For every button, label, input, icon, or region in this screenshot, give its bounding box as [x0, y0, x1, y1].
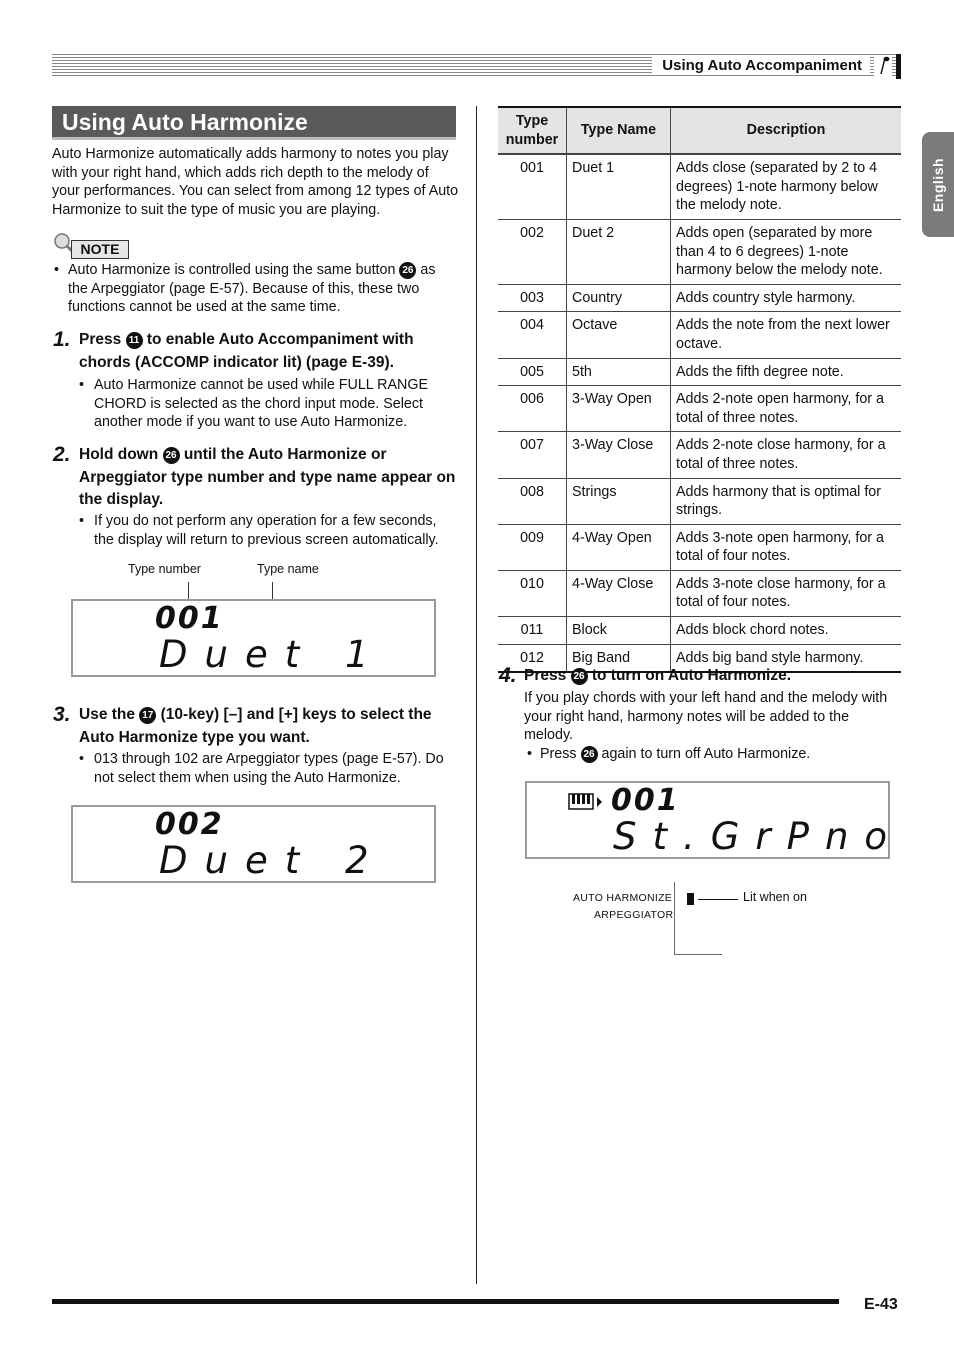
note-text-after: as the Arpeggiator (page E-57). Because of this, these two functions cannot be used at the same time.: [68, 262, 436, 316]
cell-type-name: Duet 2: [567, 219, 671, 284]
step-3-text: [79, 704, 459, 749]
step-3-verb: Use the: [79, 706, 135, 723]
step-4-bullet: • Press 26 again to turn off Auto Harmonize.: [527, 746, 811, 762]
table-row: [498, 219, 901, 284]
step-4-instruction: to turn on Auto Harmonize.: [591, 667, 792, 684]
cell-type-number: 011: [498, 617, 567, 645]
side-language-tab: [922, 132, 954, 237]
cell-type-number: 002: [498, 219, 567, 284]
cell-type-number: 005: [498, 358, 567, 386]
lcd-3-number: 001: [611, 783, 680, 818]
cell-description: Adds big band style harmony.: [671, 644, 902, 672]
indicator-leader: [698, 899, 738, 900]
step-3-bullet: • 013 through 102 are Arpeggiator types (page E-57). Do not select them when using the Auto Harmonize.: [79, 750, 457, 787]
step-3-instruction: (10-key) [–] and [+] keys to select the Auto Harmonize type you want.: [79, 706, 432, 746]
button-26-icon: 26: [163, 447, 180, 464]
table-row: [498, 524, 901, 570]
footer-rule: [52, 1299, 839, 1304]
note-badge: [52, 232, 132, 260]
step-1-text: [79, 329, 459, 374]
step-2-text: [79, 444, 459, 512]
step-3-number: 3.: [53, 703, 71, 726]
step-4-body: If you play chords with your left hand and the melody with your right hand, harmony notes will be added to the melody.: [524, 690, 888, 744]
cell-description: Adds country style harmony.: [671, 284, 902, 312]
cell-description: Adds 3-note open harmony, for a total of four notes.: [671, 524, 902, 570]
lcd-2-name: Duet 2: [159, 839, 386, 882]
step-2-instruction: until the Auto Harmonize or Arpeggiator type number and type name appear on the display.: [79, 446, 456, 508]
cell-description: Adds 2-note open harmony, for a total of three notes.: [671, 386, 902, 432]
table-row: [498, 358, 901, 386]
type-name-label: Type name: [257, 562, 319, 576]
button-26-icon: 26: [571, 668, 588, 685]
step-3-bullet-text: 013 through 102 are Arpeggiator types (page E-57). Do not select them when using the Auto Harmonize.: [94, 751, 444, 786]
note-text-before: Auto Harmonize is controlled using the same button: [68, 262, 396, 278]
button-26-icon: 26: [581, 746, 598, 763]
cell-type-number: 007: [498, 432, 567, 478]
lcd-3-name: St.GrPno: [613, 815, 904, 858]
step-4-bullet-after: again to turn off Auto Harmonize.: [601, 746, 811, 762]
keyboard-icon: [568, 792, 604, 812]
step-2-number: 2.: [53, 443, 71, 466]
cell-type-name: Big Band: [567, 644, 671, 672]
header-type-name: Type Name: [567, 107, 671, 154]
harmonize-types-table: [498, 106, 901, 673]
cell-type-name: 3-Way Close: [567, 432, 671, 478]
table-row: [498, 432, 901, 478]
indicator-segment: [687, 893, 694, 905]
cell-description: Adds the fifth degree note.: [671, 358, 902, 386]
table-header-row: [498, 107, 901, 154]
table-row: [498, 478, 901, 524]
music-note-icon: [874, 55, 892, 77]
cell-description: Adds 2-note close harmony, for a total of three notes.: [671, 432, 902, 478]
cell-type-name: Block: [567, 617, 671, 645]
column-divider: [476, 106, 477, 1284]
step-2-bullet: • If you do not perform any operation for a few seconds, the display will return to previous screen automatically.: [79, 512, 457, 549]
header-endbar: [896, 54, 901, 79]
cell-type-name: 3-Way Open: [567, 386, 671, 432]
cell-type-number: 004: [498, 312, 567, 358]
lcd-display-2: [71, 805, 436, 883]
intro-paragraph: Auto Harmonize automatically adds harmony to notes you play with your right hand, which adds rich depth to the melody of your performances. You can select from among 12 types of Auto Harmonize to suit the type of music you are playing.: [52, 146, 459, 218]
cell-description: Adds the note from the next lower octave.: [671, 312, 902, 358]
indicator-frame-bottom: [674, 954, 722, 955]
table-row: [498, 617, 901, 645]
cell-type-name: 4-Way Close: [567, 570, 671, 616]
section-heading: [52, 106, 456, 140]
button-17-icon: 17: [139, 707, 156, 724]
cell-type-name: Duet 1: [567, 154, 671, 219]
step-1-bullet: • Auto Harmonize cannot be used while FULL RANGE CHORD is selected as the chord input mode. Select another mode if you want to use Auto Harmonize.: [79, 376, 457, 432]
cell-description: Adds open (separated by more than 4 to 6 degrees) 1-note harmony below the melody note.: [671, 219, 902, 284]
step-4-text: [524, 665, 900, 688]
cell-type-name: Octave: [567, 312, 671, 358]
button-26-icon: 26: [399, 262, 416, 279]
cell-type-number: 010: [498, 570, 567, 616]
indicator-note: Lit when on: [743, 890, 807, 904]
section-title: Using Auto Harmonize: [62, 109, 308, 135]
page-number: E-43: [864, 1296, 898, 1313]
cell-description: Adds 3-note close harmony, for a total of four notes.: [671, 570, 902, 616]
lcd-display-3: [525, 781, 904, 859]
step-4-bullet-before: Press: [540, 746, 577, 762]
table-row: [498, 154, 901, 219]
type-number-label: Type number: [128, 562, 201, 576]
step-4-number: 4.: [499, 664, 517, 687]
cell-type-number: 001: [498, 154, 567, 219]
header-title: Using Auto Accompaniment: [652, 57, 870, 75]
cell-type-number: 012: [498, 644, 567, 672]
cell-type-number: 006: [498, 386, 567, 432]
step-1-instruction: to enable Auto Accompaniment with chords (ACCOMP indicator lit) (page E-39).: [79, 331, 414, 371]
note-bullet: • Auto Harmonize is controlled using the same button 26 as the Arpeggiator (page E-57). Because of this, these two functions cannot be used at the same time.: [54, 262, 436, 316]
indicator-label-auto-harmonize: AUTO HARMONIZE: [573, 892, 673, 904]
lcd-display-1: [71, 599, 436, 677]
cell-description: Adds harmony that is optimal for strings.: [671, 478, 902, 524]
cell-type-number: 008: [498, 478, 567, 524]
cell-type-number: 003: [498, 284, 567, 312]
note-label: NOTE: [71, 240, 129, 259]
step-2-bullet-text: If you do not perform any operation for a few seconds, the display will return to previous screen automatically.: [94, 513, 439, 548]
step-1-bullet-text: Auto Harmonize cannot be used while FULL RANGE CHORD is selected as the chord input mode. Select another mode if you want to use Auto Harmonize.: [94, 377, 429, 431]
cell-type-name: Country: [567, 284, 671, 312]
table-row: [498, 570, 901, 616]
step-1-number: 1.: [53, 328, 71, 351]
step-2-verb: Hold down: [79, 446, 159, 463]
lcd-1-number: 001: [155, 601, 224, 636]
header-type-number: Type number: [498, 107, 567, 154]
table-row: [498, 284, 901, 312]
step-1-verb: Press: [79, 331, 122, 348]
button-11-icon: 11: [126, 332, 143, 349]
side-tab-label: English: [930, 157, 946, 212]
cell-type-name: Strings: [567, 478, 671, 524]
step-4-verb: Press: [524, 667, 567, 684]
indicator-label-arpeggiator: ARPEGGIATOR: [594, 909, 674, 921]
header-description: Description: [671, 107, 902, 154]
cell-type-name: 4-Way Open: [567, 524, 671, 570]
cell-type-number: 009: [498, 524, 567, 570]
table-row: [498, 312, 901, 358]
lcd-2-number: 002: [155, 807, 224, 842]
cell-description: Adds close (separated by 2 to 4 degrees) 1-note harmony below the melody note.: [671, 154, 902, 219]
cell-description: Adds block chord notes.: [671, 617, 902, 645]
table-row: [498, 386, 901, 432]
lcd-1-name: Duet 1: [159, 633, 386, 676]
indicator-frame-left: [674, 882, 675, 954]
cell-type-name: 5th: [567, 358, 671, 386]
